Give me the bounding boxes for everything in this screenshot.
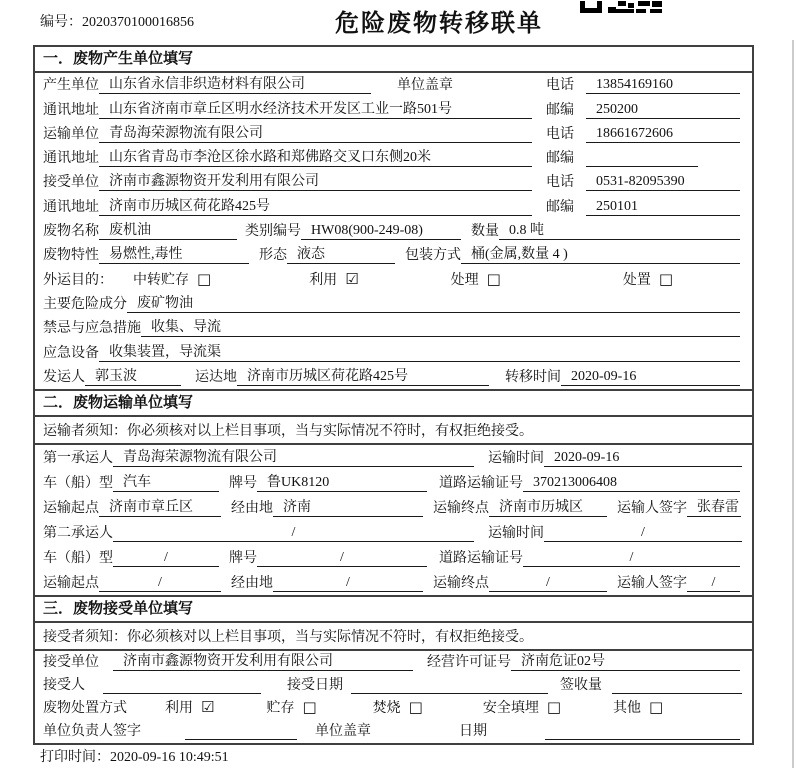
accepting-unit-label: 接受单位 (43, 655, 99, 671)
hazard-row (35, 292, 752, 316)
disposal-option-utilize: 利用 ☑ (165, 698, 215, 717)
checkbox-icon: □ (658, 269, 674, 288)
carrier1-label: 第一承运人 (43, 450, 113, 466)
checkbox-icon: □ (302, 698, 317, 717)
page-title: 危险废物转移联单 (335, 11, 543, 37)
serial-value: 2020370100016856 (82, 15, 194, 30)
receiver-zip-value: 250101 (586, 198, 740, 216)
carrier2-time-label: 运输时间 (488, 526, 544, 542)
receiver-label: 接受单位 (43, 175, 99, 191)
receiver-zip-label: 邮编 (546, 199, 574, 215)
waste-form-label: 形态 (259, 248, 287, 264)
producer-tel-label: 电话 (546, 78, 574, 94)
waste-traits-value: 易燃性,毒性 (99, 246, 249, 264)
carrier1-time-value: 2020-09-16 (544, 449, 742, 467)
destination-value: 济南市历城区荷花路425号 (237, 368, 489, 386)
acceptor-value (103, 677, 261, 694)
qr-code-fragment-icon (580, 0, 662, 18)
producer-address-row (35, 97, 752, 121)
print-time-label: 打印时间： (40, 750, 110, 765)
receiver-value: 济南市鑫源物资开发利用有限公司 (99, 173, 532, 191)
accepting-unit-row (35, 651, 752, 674)
waste-traits-row (35, 243, 752, 267)
producer-address-label: 通讯地址 (43, 102, 99, 118)
route1-sign-label: 运输人签字 (617, 501, 687, 517)
emergency-equipment-value: 收集装置，导流渠 (99, 344, 740, 362)
checkbox-icon: □ (546, 698, 562, 717)
producer-tel-value: 13854169160 (586, 76, 740, 94)
carrier1-time-label: 运输时间 (488, 450, 544, 466)
responsible-signature-value (185, 723, 297, 740)
page-edge-divider (792, 40, 794, 768)
plate2-value: / (257, 549, 427, 567)
carrier2-label: 第二承运人 (43, 526, 113, 542)
waste-traits-label: 废物特性 (43, 248, 99, 264)
route2-via-label: 经由地 (231, 576, 273, 592)
transporter-zip-value (586, 150, 698, 167)
plate1-value: 鲁UK8120 (257, 474, 427, 492)
transfer-time-label: 转移时间 (505, 369, 561, 385)
transfer-form (33, 45, 754, 745)
sign-date-label: 日期 (459, 724, 487, 740)
route2-row (35, 570, 752, 595)
checked-checkbox-icon: ☑ (201, 698, 215, 717)
dispatcher-label: 发运人 (43, 369, 85, 385)
operating-license-label: 经营许可证号 (427, 655, 511, 671)
disposal-label: 废物处置方式 (43, 701, 127, 717)
accept-date-value (351, 677, 548, 694)
road-license2-label: 道路运输证号 (439, 551, 523, 567)
carrier2-row (35, 520, 752, 545)
purpose-label: 外运目的： (43, 272, 113, 288)
purpose-option-treat: 处理 □ (450, 269, 501, 288)
route1-end-label: 运输终点 (433, 501, 489, 517)
carrier2-value: / (113, 524, 474, 542)
disposal-option-incinerate: 焚烧 □ (372, 698, 423, 717)
operating-license-value: 济南危证02号 (511, 653, 740, 671)
vehicle2-row (35, 545, 752, 570)
route2-start-value: / (99, 574, 221, 592)
received-qty-label: 签收量 (560, 678, 602, 694)
road-license1-label: 道路运输证号 (439, 476, 523, 492)
serial-label: 编号： (40, 15, 82, 30)
vehicle1-label: 车（船）型 (43, 476, 113, 492)
waste-pack-value: 桶(金属,数量 4 ) (461, 246, 740, 264)
transfer-time-value: 2020-09-16 (561, 368, 740, 386)
signature-row (35, 720, 752, 743)
producer-zip-value: 250200 (586, 101, 740, 119)
checked-checkbox-icon: ☑ (345, 269, 359, 288)
route1-sign-value: 张春雷 (687, 499, 741, 517)
carrier2-time-value: / (544, 524, 742, 542)
print-time-line (40, 746, 229, 766)
checkbox-icon: □ (649, 698, 664, 717)
emergency-measures-label: 禁忌与应急措施 (43, 321, 141, 337)
received-qty-value (612, 677, 742, 694)
carrier1-value: 青岛海荣源物流有限公司 (113, 449, 474, 467)
receiver-address-row (35, 194, 752, 218)
plate2-label: 牌号 (229, 551, 257, 567)
vehicle2-value: / (113, 549, 219, 567)
vehicle1-value: 汽车 (113, 474, 219, 492)
producer-address-value: 山东省济南市章丘区明水经济技术开发区工业一路501号 (99, 101, 532, 119)
route2-via-value: / (273, 574, 423, 592)
waste-pack-label: 包装方式 (405, 248, 461, 264)
purpose-row (35, 267, 752, 291)
emergency-equipment-row (35, 340, 752, 364)
waste-name-label: 废物名称 (43, 224, 99, 240)
dispatcher-value: 郭玉波 (85, 368, 181, 386)
waste-form-value: 液态 (287, 246, 395, 264)
hazard-value: 废矿物油 (127, 295, 740, 313)
transporter-row (35, 122, 752, 146)
producer-label: 产生单位 (43, 78, 99, 94)
purpose-option-dispose: 处置 □ (622, 269, 674, 288)
receiver-notice: 接受者须知：你必须核对以上栏目事项，当与实际情况不符时，有权拒绝接受。 (35, 623, 752, 651)
section-transporter (35, 389, 752, 596)
stamp-label: 单位盖章 (397, 78, 453, 94)
dispatch-row (35, 365, 752, 389)
waste-name-value: 废机油 (99, 222, 237, 240)
waste-qty-label: 数量 (471, 224, 499, 240)
transporter-label: 运输单位 (43, 126, 99, 142)
disposal-option-landfill: 安全填埋 □ (482, 698, 562, 717)
producer-zip-label: 邮编 (546, 102, 574, 118)
accepting-unit-value: 济南市鑫源物资开发利用有限公司 (113, 653, 413, 671)
emergency-equipment-label: 应急设备 (43, 345, 99, 361)
receiver-tel-label: 电话 (546, 175, 574, 191)
route2-sign-label: 运输人签字 (617, 576, 687, 592)
transporter-value: 青岛海荣源物流有限公司 (99, 125, 532, 143)
transporter-zip-label: 邮编 (546, 151, 574, 167)
route1-via-label: 经由地 (231, 501, 273, 517)
disposal-row (35, 697, 752, 720)
route2-sign-value: / (687, 574, 740, 592)
vehicle2-label: 车（船）型 (43, 551, 113, 567)
waste-qty-value: 0.8 吨 (499, 222, 740, 240)
section2-header: 二．废物运输单位填写 (35, 391, 752, 417)
transporter-address-value: 山东省青岛市李沧区徐水路和郑佛路交叉口东侧20米 (99, 149, 532, 167)
vehicle1-row (35, 470, 752, 495)
carrier1-row (35, 445, 752, 470)
receiver-row (35, 170, 752, 194)
accept-date-label: 接受日期 (287, 678, 343, 694)
disposal-option-other: 其他 □ (613, 698, 664, 717)
emergency-measures-row (35, 316, 752, 340)
receiver-address-label: 通讯地址 (43, 199, 99, 215)
disposal-option-storage: 贮存 □ (266, 698, 317, 717)
transporter-address-row (35, 146, 752, 170)
transporter-address-label: 通讯地址 (43, 151, 99, 167)
producer-value: 山东省永信非织造材料有限公司 (99, 76, 371, 94)
road-license2-value: / (523, 549, 740, 567)
acceptor-label: 接受人 (43, 678, 85, 694)
route1-start-label: 运输起点 (43, 501, 99, 517)
plate1-label: 牌号 (229, 476, 257, 492)
checkbox-icon: □ (486, 269, 501, 288)
waste-code-label: 类别编号 (245, 224, 301, 240)
print-time-value: 2020-09-16 10:49:51 (110, 750, 229, 765)
section1-header: 一．废物产生单位填写 (35, 47, 752, 73)
producer-row (35, 73, 752, 97)
road-license1-value: 370213006408 (523, 474, 740, 492)
purpose-option-utilize: 利用 ☑ (309, 269, 359, 288)
route2-start-label: 运输起点 (43, 576, 99, 592)
route2-end-label: 运输终点 (433, 576, 489, 592)
route1-end-value: 济南市历城区 (489, 499, 607, 517)
route1-start-value: 济南市章丘区 (99, 499, 221, 517)
responsible-signature-label: 单位负责人签字 (43, 724, 141, 740)
destination-label: 运达地 (195, 369, 237, 385)
transporter-tel-label: 电话 (546, 126, 574, 142)
unit-stamp-label: 单位盖章 (315, 724, 371, 740)
transporter-notice: 运输者须知：你必须核对以上栏目事项，当与实际情况不符时，有权拒绝接受。 (35, 417, 752, 445)
purpose-option-transfer-storage: 中转贮存 □ (133, 269, 212, 288)
section3-header: 三．废物接受单位填写 (35, 597, 752, 623)
receiver-address-value: 济南市历城区荷花路425号 (99, 198, 532, 216)
acceptance-row (35, 674, 752, 697)
emergency-measures-value: 收集、导流 (141, 319, 740, 337)
sign-date-value (545, 723, 740, 740)
page-header (0, 0, 796, 45)
hazard-label: 主要危险成分 (43, 296, 127, 312)
transporter-tel-value: 18661672606 (586, 125, 740, 143)
section-producer (35, 47, 752, 389)
waste-name-row (35, 219, 752, 243)
section-receiver (35, 595, 752, 743)
route1-row (35, 495, 752, 520)
checkbox-icon: □ (197, 269, 212, 288)
receiver-tel-value: 0531-82095390 (586, 173, 740, 191)
route2-end-value: / (489, 574, 607, 592)
waste-code-value: HW08(900-249-08) (301, 222, 461, 240)
route1-via-value: 济南 (273, 499, 423, 517)
checkbox-icon: □ (408, 698, 423, 717)
